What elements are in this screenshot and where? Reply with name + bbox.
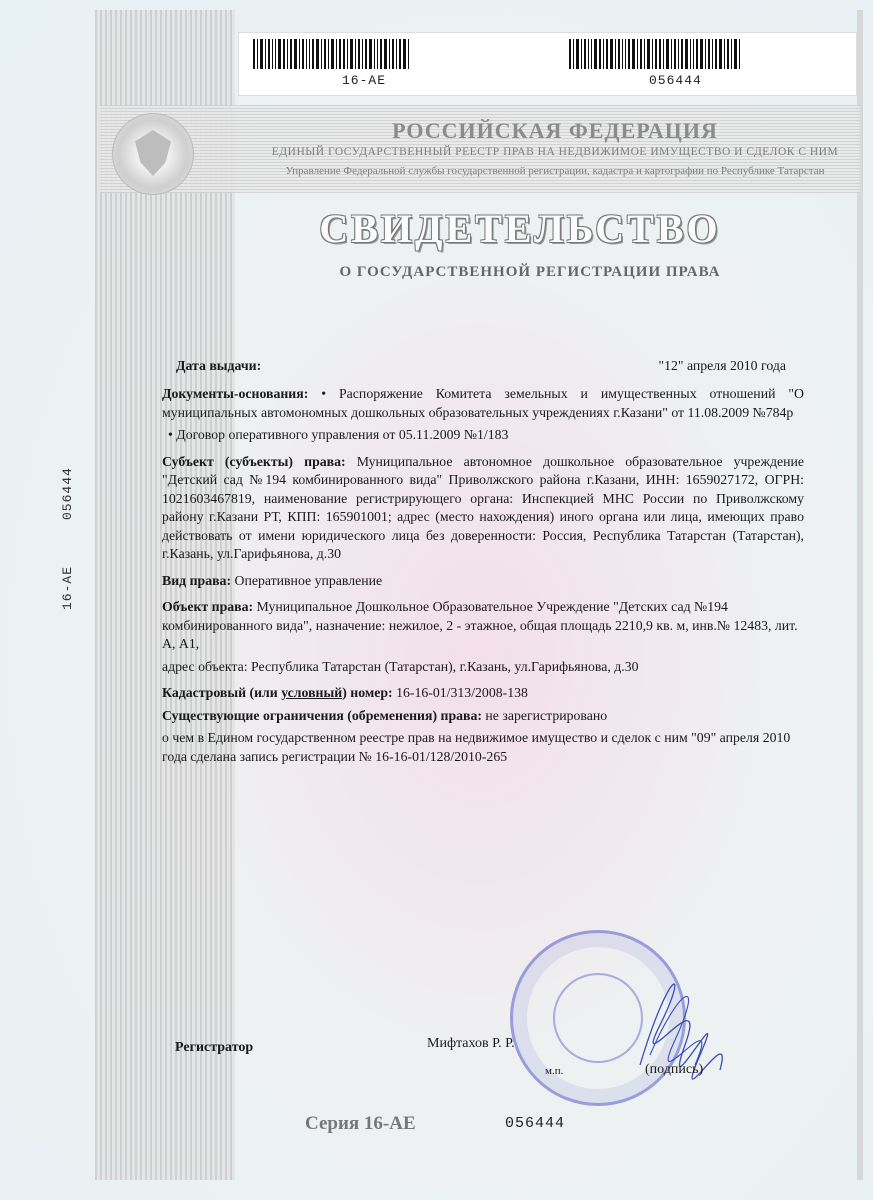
certificate-title: СВИДЕТЕЛЬСТВО — [319, 206, 721, 251]
issue-date-value: "12" апреля 2010 года — [658, 358, 786, 373]
footer-series: Серия 16-АЕ — [305, 1113, 416, 1134]
docs-row-2: • Договор оперативного управления от 05.11.2009 №1/183 — [168, 427, 509, 442]
side-serial — [60, 460, 80, 610]
cadastral-label-a: Кадастровый (или — [162, 685, 282, 700]
agency-title: Управление Федеральной службы государственной регистрации, кадастра и картографии по Республике Татарстан — [285, 165, 825, 177]
right-type-label: Вид права: — [162, 572, 232, 588]
restrictions-label: Существующие ограничения (обременения) права: — [162, 707, 482, 723]
cadastral-row — [162, 684, 804, 703]
restrictions-row — [162, 707, 804, 726]
docs-row — [162, 385, 804, 422]
right-type-value: Оперативное управление — [231, 572, 383, 588]
certificate-subtitle: О ГОСУДАРСТВЕННОЙ РЕГИСТРАЦИИ ПРАВА — [339, 264, 721, 280]
certificate-body — [162, 357, 804, 770]
registrar-name: Мифтахов Р. Р. — [427, 1036, 515, 1051]
object-row — [162, 598, 804, 654]
cadastral-label-b: условный — [281, 685, 343, 700]
mp-label: м.п. — [545, 1065, 564, 1077]
registrar-label: Регистратор — [175, 1040, 254, 1055]
issue-date-row — [176, 357, 804, 377]
signature-label: (подпись) — [645, 1062, 704, 1077]
issue-date-label: Дата выдачи: — [176, 358, 262, 373]
right-type-row — [162, 572, 804, 591]
barcode-right-code: 056444 — [649, 73, 702, 88]
coat-of-arms-icon — [112, 113, 194, 195]
barcode-left-code: 16-АЕ — [342, 73, 387, 88]
restrictions-value: не зарегистрировано — [481, 707, 608, 723]
cadastral-value: 16-16-01/313/2008-138 — [392, 685, 528, 700]
side-number-text: 056444 — [60, 467, 75, 520]
docs-label: Документы-основания: — [162, 386, 309, 401]
footer-number: 056444 — [505, 1115, 566, 1132]
signature-block — [175, 1036, 735, 1100]
docs-text: • Распоряжение Комитета земельных и имущественных отношений "О муниципальных автомономных дошкольных образовательных учреждениях г.Казани" от 11.08.2009 №784р — [162, 386, 804, 420]
country-title: РОССИЙСКАЯ ФЕДЕРАЦИЯ — [392, 118, 718, 143]
object-text: Муниципальное Дошкольное Образовательное Учреждение "Детских сад №194 комбинированного вида", назначение: нежилое, 2 - этажное, общая площадь 2210,9 кв. м, инв.№ 12483, лит. А, А1, — [162, 599, 798, 651]
subject-row — [162, 453, 804, 564]
barcode-left — [253, 39, 411, 69]
subject-label: Субъект (субъекты) права: — [162, 453, 346, 469]
registration-note: о чем в Едином государственном реестре прав на недвижимое имущество и сделок с ним "09" апреля 2010 года сделана запись регистрации № 16-16-01/128/2010-265 — [162, 730, 791, 764]
barcode-right — [569, 39, 742, 69]
cadastral-label-c: ) номер: — [342, 685, 393, 700]
barcode-panel — [238, 32, 857, 96]
side-series: 16-АЕ — [60, 565, 75, 610]
subject-text: Муниципальное автономное дошкольное образовательное учреждение "Детский сад №194 комбинированного вида" Приволжского района г.Казани, ИНН: 1659027172, ОГРН: 1021603467819, наименование регистрирующего органа: Инспекцией МНС России по Приволжскому району г.Казани РТ, КПП: 165901001; адрес (место нахождения) иного органа или лица, имеющих право действовать от имени юридического лица без доверенности: Россия, Республика Татарстан (Татарстан), г.Казань, ул.Гарифьянова, д.30 — [162, 453, 805, 561]
object-label: Объект права: — [162, 599, 254, 614]
registry-title: ЕДИНЫЙ ГОСУДАРСТВЕННЫЙ РЕЕСТР ПРАВ НА НЕДВИЖИМОЕ ИМУЩЕСТВО И СДЕЛОК С НИМ — [271, 146, 839, 158]
object-address: адрес объекта: Республика Татарстан (Татарстан), г.Казань, ул.Гарифьянова, д.30 — [162, 658, 639, 674]
